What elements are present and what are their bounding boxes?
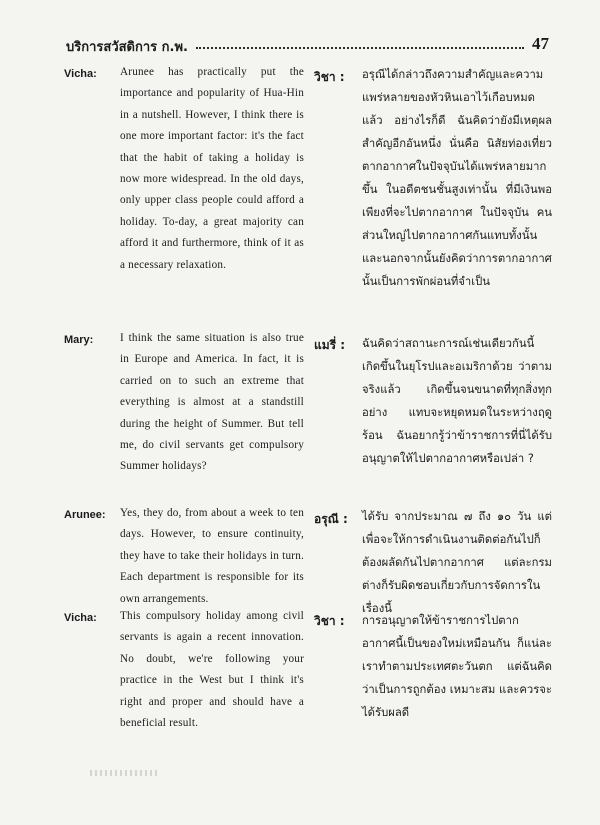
speaker-label-en: Vicha:: [64, 68, 97, 80]
speaker-label-th: อรุณี :: [314, 512, 348, 526]
dialogue-text-th: ฉันคิดว่าสถานะการณ์เช่นเดียวกันนี้เกิดขึ้นในยุโรปและอเมริกาด้วย ว่าตามจริงแล้ว เกิดขึ้นจนขนาดที่ทุกสิ่งทุกอย่าง แทบจะหยุดหมดในระหว่างฤดูร้อน ฉันอยากรู้ว่าข้าราชการที่นี่ได้รับอนุญาตให้ไปตากอากาศหรือเปล่า ?: [362, 337, 552, 465]
dialogue-text-en: Arunee has practically put the importance and popularity of Hua-Hin in a nutshell. However, I think there is one more important factor: it's the fact that the habit of taking a holiday is now more widespread. In the old days, only upper class people could afford a holiday. To-day, a great majority can afford it and furthermore, think of it as a necessary relaxation.: [120, 66, 304, 271]
speaker-label-th: วิชา :: [314, 70, 345, 84]
dialogue-text-en: This compulsory holiday among civil servants is again a recent innovation. No doubt, we're following your practice in the West but I think it's right and proper and should have a beneficial result.: [120, 610, 304, 730]
speaker-label-en: Arunee:: [64, 509, 106, 521]
speaker-label-en: Mary:: [64, 334, 94, 346]
speaker-label-th: วิชา :: [314, 614, 345, 628]
page-number: 47: [532, 34, 549, 53]
dialogue-text-th: ได้รับ จากประมาณ ๗ ถึง ๑๐ วัน แต่เพื่อจะให้การดำเนินงานติดต่อกันไปก็ต้องผลัดกันไปตากอากาศ แต่ละกรมต่างก็รับผิดชอบเกี่ยวกับการจัดการในเรื่องนี้: [362, 510, 552, 615]
scan-smudge: [90, 770, 160, 776]
running-header-title: บริการสวัสดิการ ก.พ.: [66, 40, 188, 55]
dialogue-text-en: Yes, they do, from about a week to ten days. However, to ensure continuity, they have to take their holidays in turn. Each department is responsible for its own arrangements.: [120, 507, 304, 605]
speaker-label-en: Vicha:: [64, 612, 97, 624]
dialogue-text-th: การอนุญาตให้ข้าราชการไปตากอากาศนี้เป็นของใหม่เหมือนกัน ก็แน่ละเราทำตามประเทศตะวันตก แต่ฉันคิดว่าเป็นการถูกต้อง เหมาะสม และควรจะได้รับผลดี: [362, 614, 552, 719]
speaker-label-th: แมรี่ :: [314, 338, 346, 352]
dialogue-text-en: I think the same situation is also true in Europe and America. In fact, it is carried on to such an extreme that everything is almost at a standstill during the height of Summer. But tell me, do civil servants get compulsory Summer holidays?: [120, 332, 304, 473]
header-dotted-rule: [196, 47, 524, 49]
dialogue-text-th: อรุณีได้กล่าวถึงความสำคัญและความแพร่หลายของหัวหินเอาไว้เกือบหมดแล้ว อย่างไรก็ดี ฉันคิดว่ายังมีเหตุผลสำคัญอีกอันหนึ่ง นั่นคือ นิสัยท่องเที่ยวตากอากาศในปัจจุบันได้แพร่หลายมากขึ้น ในอดีตชนชั้นสูงเท่านั้น ที่มีเงินพอเพียงที่จะไปตากอากาศ ในปัจจุบัน คนส่วนใหญ่ไปตากอากาศกันแทบทั้งนั้นและนอกจากนั้นยังคิดว่าการตากอากาศนั้นเป็นการพักผ่อนที่จำเป็น: [362, 68, 552, 288]
